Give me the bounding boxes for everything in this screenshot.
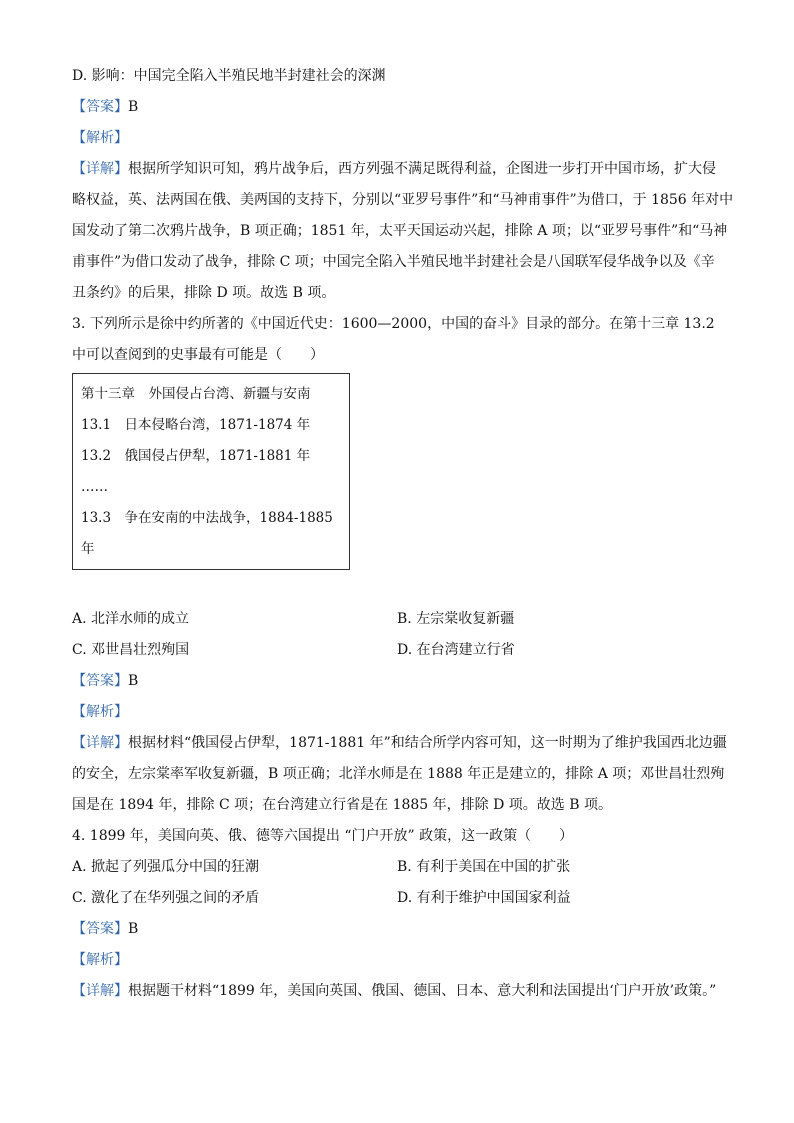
detail-text: 根据所学知识可知，鸦片战争后，西方列强不满足既得利益，企图进一步打开中国市场，扩大侵 <box>128 161 716 177</box>
q2-detail-line-2: 略权益，英、法两国在俄、美两国的支持下，分别以“亚罗号事件”和“马神甫事件”为借口，于 1856 年对中 <box>72 192 734 208</box>
answer-tag: 【答案】 <box>72 99 128 115</box>
q4-stem: 4. 1899 年，美国向英、俄、德等六国提出 “门户开放” 政策，这一政策（ ） <box>72 828 574 844</box>
toc-item-13-3: 13.3 争在安南的中法战争，1884-1885 <box>81 510 333 526</box>
q3-detail-line-3: 国是在 1894 年，排除 C 项；在台湾建立行省是在 1885 年，排除 D 项。故选 B 项。 <box>72 797 612 813</box>
answer-value: B <box>128 673 139 689</box>
q4-answer <box>72 919 138 939</box>
q3-option-a: A. 北洋水师的成立 <box>72 611 190 627</box>
q3-option-c: C. 邓世昌壮烈殉国 <box>72 642 190 658</box>
toc-item-13-2: 13.2 俄国侵占伊犁，1871-1881 年 <box>81 448 311 464</box>
toc-item-13-3-cont: 年 <box>81 541 95 557</box>
q3-stem-line-2: 中可以查阅到的史事最有可能是（ ） <box>72 347 324 363</box>
q3-stem-line-1: 3. 下列所示是徐中约所著的《中国近代史：1600—2000，中国的奋斗》目录的部分。在第十三章 13.2 <box>72 316 715 332</box>
detail-tag: 【详解】 <box>72 161 128 177</box>
answer-tag: 【答案】 <box>72 921 128 937</box>
q3-analysis-tag: 【解析】 <box>72 704 128 720</box>
detail-tag: 【详解】 <box>72 735 128 751</box>
toc-ellipsis: …… <box>81 479 108 495</box>
q3-answer <box>72 671 138 691</box>
q2-analysis-tag: 【解析】 <box>72 130 128 146</box>
q4-option-a: A. 掀起了列强瓜分中国的狂潮 <box>72 859 260 875</box>
answer-value: B <box>128 99 139 115</box>
table-of-contents-box <box>72 373 350 570</box>
q2-detail-line-4: 甫事件”为借口发动了战争，排除 C 项；中国完全陷入半殖民地半封建社会是八国联军侵华战争以及《辛 <box>72 254 715 270</box>
detail-text: 根据题干材料“1899 年，美国向英国、俄国、德国、日本、意大利和法国提出‘门户开放’政策。” <box>128 983 717 999</box>
q2-detail-line-3: 国发动了第二次鸦片战争，B 项正确；1851 年，太平天国运动兴起，排除 A 项；以“亚罗号事件”和“马神 <box>72 223 728 239</box>
q3-option-d: D. 在台湾建立行省 <box>397 642 515 658</box>
q3-detail-line-1 <box>72 733 727 753</box>
q4-option-c: C. 激化了在华列强之间的矛盾 <box>72 890 260 906</box>
q3-detail-line-2: 的安全，左宗棠率军收复新疆，B 项正确；北洋水师是在 1888 年正是建立的，排除 A 项；邓世昌壮烈殉 <box>72 766 725 782</box>
answer-value: B <box>128 921 139 937</box>
q2-option-d: D. 影响：中国完全陷入半殖民地半封建社会的深渊 <box>72 68 386 84</box>
answer-tag: 【答案】 <box>72 673 128 689</box>
toc-item-13-1: 13.1 日本侵略台湾，1871-1874 年 <box>81 417 311 433</box>
q4-analysis-tag: 【解析】 <box>72 952 128 968</box>
q4-detail-line-1 <box>72 981 716 1001</box>
q2-detail-line-1 <box>72 159 716 179</box>
q2-detail-line-5: 丑条约》的后果，排除 D 项。故选 B 项。 <box>72 285 336 301</box>
q3-option-b: B. 左宗棠收复新疆 <box>397 611 515 627</box>
q2-answer <box>72 97 138 117</box>
q4-option-d: D. 有利于维护中国国家利益 <box>397 890 571 906</box>
detail-text: 根据材料“俄国侵占伊犁，1871-1881 年”和结合所学内容可知，这一时期为了维护我国西北边疆 <box>128 735 727 751</box>
toc-chapter-title: 第十三章 外国侵占台湾、新疆与安南 <box>81 386 311 402</box>
q4-option-b: B. 有利于美国在中国的扩张 <box>397 859 571 875</box>
detail-tag: 【详解】 <box>72 983 128 999</box>
